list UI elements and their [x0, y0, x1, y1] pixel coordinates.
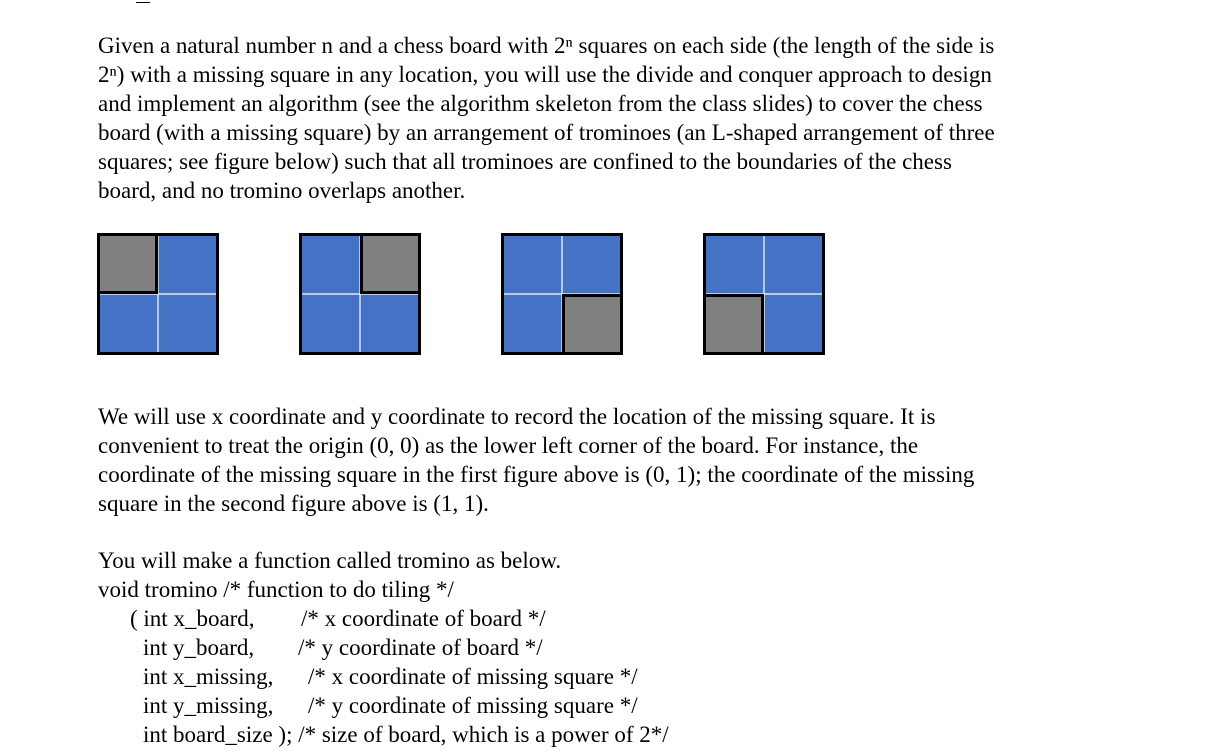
- param-decl: int y_missing,: [143, 693, 274, 718]
- tromino-square: [158, 233, 219, 294]
- tromino-square: [764, 294, 825, 355]
- param-row-y-missing: [0, 691, 1214, 720]
- tromino-square: [764, 233, 825, 294]
- param-row-x-board: [0, 604, 1214, 633]
- missing-square: [360, 233, 421, 294]
- param-comment: /* x coordinate of board */: [301, 606, 546, 631]
- tromino-square: [299, 233, 360, 294]
- board-svg: [97, 233, 219, 355]
- problem-description: [98, 31, 995, 205]
- param-comment: /* x coordinate of missing square */: [308, 664, 638, 689]
- tromino-figure-missing-top-right: [299, 233, 421, 355]
- param-decl: int board_size ); /* size of board, which is a power of 2*/: [143, 722, 669, 747]
- param-decl: int x_missing,: [143, 664, 274, 689]
- tromino-square: [501, 233, 562, 294]
- board-svg: [299, 233, 421, 355]
- missing-square: [562, 294, 623, 355]
- tromino-square: [299, 294, 360, 355]
- text-line: coordinate of the missing square in the first figure above is (0, 1); the coordinate of the missing: [98, 462, 975, 487]
- param-comment: /* y coordinate of missing square */: [308, 693, 638, 718]
- param-comment: /* y coordinate of board */: [298, 635, 543, 660]
- tromino-figure-missing-bottom-left: [703, 233, 825, 355]
- missing-square: [97, 233, 158, 294]
- tromino-square: [703, 233, 764, 294]
- text-line: square in the second figure above is (1, 1).: [98, 491, 489, 516]
- text-line: and implement an algorithm (see the algorithm skeleton from the class slides) to cover the chess: [98, 91, 983, 116]
- missing-square: [703, 294, 764, 355]
- tromino-figure-missing-top-left: [97, 233, 219, 355]
- text-line: 2ⁿ) with a missing square in any location, you will use the divide and conquer approach to design: [98, 62, 992, 87]
- param-row-y-board: [0, 633, 1214, 662]
- function-intro: You will make a function called tromino as below.: [98, 548, 562, 573]
- text-line: convenient to treat the origin (0, 0) as the lower left corner of the board. For instance, the: [98, 433, 919, 458]
- param-row-board-size: [0, 720, 1214, 749]
- text-line: We will use x coordinate and y coordinate to record the location of the missing square. It is: [98, 404, 936, 429]
- coordinate-explanation: [98, 402, 974, 518]
- board-svg: [703, 233, 825, 355]
- param-decl: ( int x_board,: [130, 606, 255, 631]
- tromino-figure-missing-bottom-right: [501, 233, 623, 355]
- tromino-square: [158, 294, 219, 355]
- text-line: squares; see figure below) such that all trominoes are confined to the boundaries of the chess: [98, 149, 952, 174]
- text-line: Given a natural number n and a chess board with 2ⁿ squares on each side (the length of the side is: [98, 33, 995, 58]
- param-decl: int y_board,: [143, 635, 255, 660]
- text-line: board (with a missing square) by an arrangement of trominoes (an L-shaped arrangement of three: [98, 120, 995, 145]
- board-svg: [501, 233, 623, 355]
- tromino-square: [562, 233, 623, 294]
- page-fragment-mark: [136, 0, 150, 3]
- text-line: board, and no tromino overlaps another.: [98, 178, 466, 203]
- tromino-square: [97, 294, 158, 355]
- param-row-x-missing: [0, 662, 1214, 691]
- function-signature: void tromino /* function to do tiling */: [98, 577, 454, 602]
- tromino-square: [501, 294, 562, 355]
- tromino-square: [360, 294, 421, 355]
